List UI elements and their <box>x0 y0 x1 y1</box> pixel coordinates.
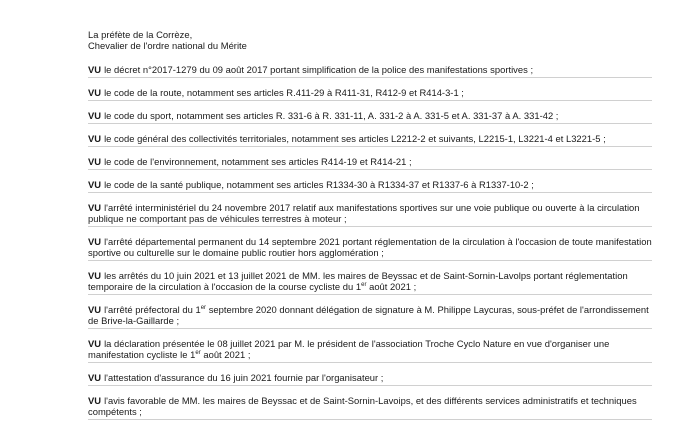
vu-item <box>88 303 652 329</box>
vu-label: VU <box>88 202 102 213</box>
vu-item <box>88 155 652 170</box>
vu-label: VU <box>88 133 102 144</box>
vu-item <box>88 178 652 193</box>
vu-item <box>88 235 652 261</box>
vu-label: VU <box>88 304 102 315</box>
vu-item <box>88 269 652 295</box>
vu-label: VU <box>88 64 102 75</box>
vu-list <box>88 63 652 420</box>
vu-item <box>88 337 652 363</box>
vu-item <box>88 86 652 101</box>
vu-label: VU <box>88 338 102 349</box>
vu-label: VU <box>88 236 102 247</box>
vu-item <box>88 371 652 386</box>
vu-label: VU <box>88 110 102 121</box>
vu-item <box>88 132 652 147</box>
vu-text: le code du sport, notamment ses articles R. 331-6 à R. 331-11, A. 331-2 à A. 331-5 et A. 331-37 à A. 331-42 ; <box>104 110 559 121</box>
vu-label: VU <box>88 270 102 281</box>
vu-label: VU <box>88 156 102 167</box>
vu-label: VU <box>88 372 102 383</box>
vu-text: la déclaration présentée le 08 juillet 2021 par M. le président de l'association Troche Cyclo Nature en vue d'organiser une manifestation cycliste le 1er août 2021 ; <box>88 338 610 360</box>
vu-text: l'avis favorable de MM. les maires de Beyssac et de Saint-Sornin-Lavoips, et des différents services administratifs et techniques compétents ; <box>88 395 637 417</box>
vu-text: l'arrêté départemental permanent du 14 septembre 2021 portant réglementation de la circulation à l'occasion de toute manifestation sportive ou culturelle sur le domaine public routier hors agglomération ; <box>88 236 652 258</box>
signatory-title: La préfète de la Corrèze, <box>88 29 193 40</box>
vu-text: le décret n°2017-1279 du 09 août 2017 portant simplification de la police des manifestations sportives ; <box>104 64 534 75</box>
vu-text: l'arrêté interministériel du 24 novembre 2017 relatif aux manifestations sportives sur une voie publique ou ouverte à la circulation publique ne comportant pas de véhicules terrestres à moteur ; <box>88 202 640 224</box>
vu-text: l'arrêté préfectoral du 1er septembre 2020 donnant délégation de signature à M. Philippe Laycuras, sous-préfet de l'arrondissement de Brive-la-Gaillarde ; <box>88 304 649 326</box>
vu-text: le code général des collectivités territoriales, notamment ses articles L2212-2 et suivants, L2215-1, L3221-4 et L3221-5 ; <box>104 133 606 144</box>
vu-text: le code de la route, notamment ses articles R.411-29 à R411-31, R412-9 et R414-3-1 ; <box>104 87 464 98</box>
vu-text: l'attestation d'assurance du 16 juin 2021 fournie par l'organisateur ; <box>104 372 384 383</box>
vu-text: le code de la santé publique, notamment ses articles R1334-30 à R1334-37 et R1337-6 à R1337-10-2 ; <box>104 179 534 190</box>
vu-item <box>88 201 652 227</box>
vu-item <box>88 63 652 78</box>
vu-label: VU <box>88 87 102 98</box>
vu-label: VU <box>88 395 102 406</box>
signatory-honor: Chevalier de l'ordre national du Mérite <box>88 40 247 51</box>
vu-text: le code de l'environnement, notamment ses articles R414-19 et R414-21 ; <box>104 156 412 167</box>
vu-item <box>88 109 652 124</box>
vu-item <box>88 394 652 420</box>
vu-label: VU <box>88 179 102 190</box>
signatory-header <box>88 29 652 51</box>
vu-text: les arrêtés du 10 juin 2021 et 13 juillet 2021 de MM. les maires de Beyssac et de Saint-Sornin-Lavolps portant réglementation temporaire de la circulation à l'occasion de la course cycliste du 1er août 2021 ; <box>88 270 628 292</box>
